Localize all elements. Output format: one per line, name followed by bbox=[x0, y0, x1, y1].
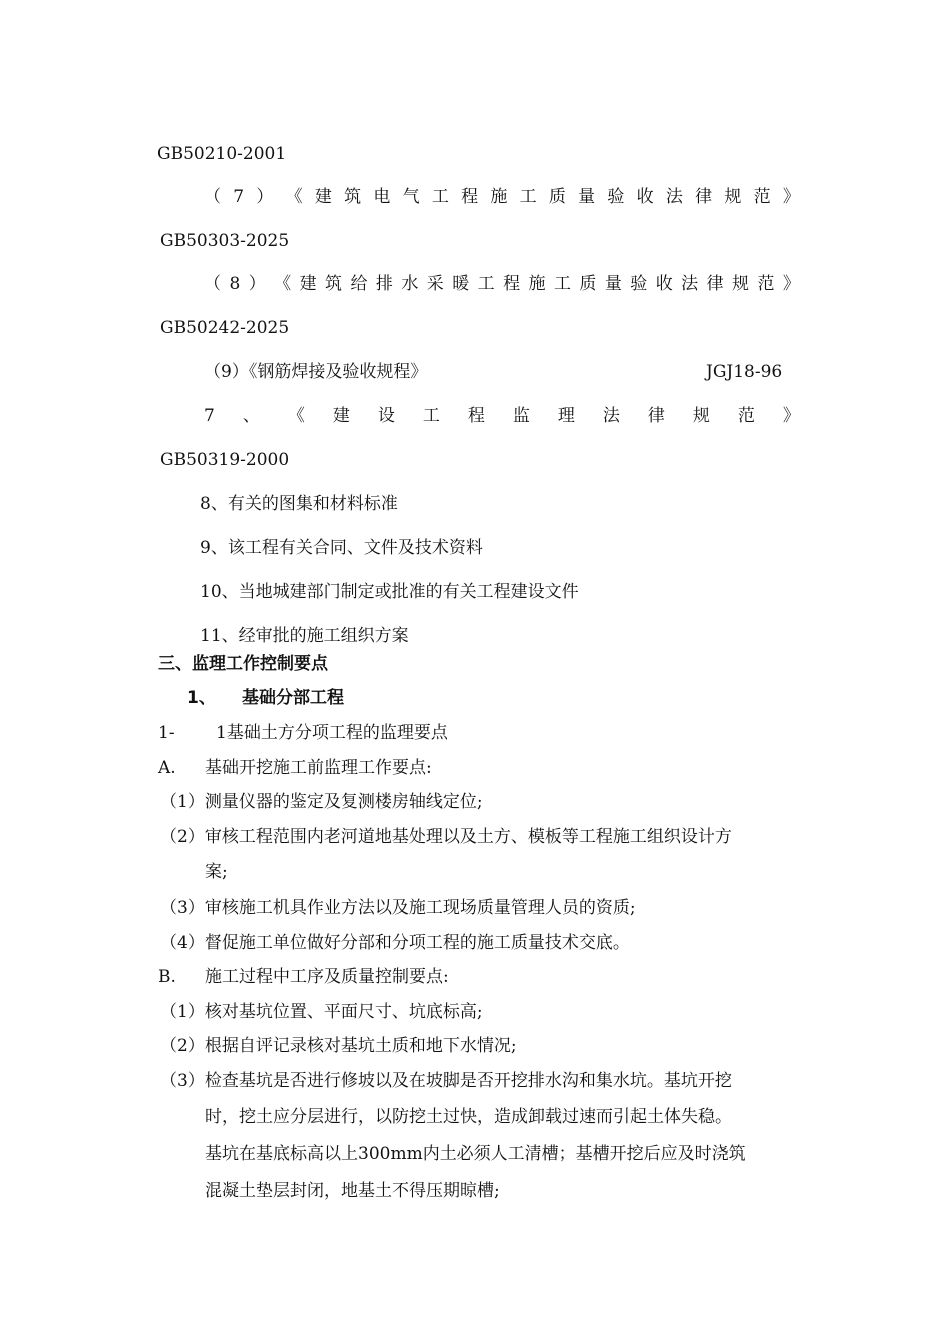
spread-char: 》 bbox=[782, 406, 800, 426]
spread-char: 工 bbox=[422, 406, 440, 426]
spread-line-item-8 bbox=[204, 273, 800, 295]
list-item: 10、当地城建部门制定或批准的有关工程建设文件 bbox=[200, 582, 579, 602]
spread-char: 电 bbox=[373, 187, 391, 207]
list-item: 9、该工程有关合同、文件及技术资料 bbox=[200, 538, 483, 558]
item-letter: B. bbox=[158, 967, 176, 987]
spread-char: 验 bbox=[607, 187, 625, 207]
spread-char: 律 bbox=[647, 406, 665, 426]
spread-char: 规 bbox=[692, 406, 710, 426]
list-item: （1）核对基坑位置、平面尺寸、坑底标高; bbox=[160, 1002, 483, 1022]
list-item-continuation: 时，挖土应分层进行，以防挖土过快，造成卸载过速而引起土体失稳。 bbox=[205, 1107, 732, 1127]
spread-char: 给 bbox=[350, 274, 368, 294]
list-item-9: （9）《钢筋焊接及验收规程》 bbox=[204, 362, 428, 382]
spread-char: 范 bbox=[757, 274, 775, 294]
spread-char: 7 bbox=[204, 406, 215, 426]
subsection-number: 1、 bbox=[187, 688, 216, 708]
list-item: （3）检查基坑是否进行修坡以及在坡脚是否开挖排水沟和集水坑。基坑开挖 bbox=[160, 1071, 732, 1091]
spread-char: ） bbox=[256, 187, 274, 207]
list-item: （1）测量仪器的鉴定及复测楼房轴线定位; bbox=[160, 792, 483, 812]
spread-char: 规 bbox=[732, 274, 750, 294]
spread-char: 量 bbox=[604, 274, 622, 294]
spread-char: 建 bbox=[314, 187, 332, 207]
spread-char: 》 bbox=[782, 274, 800, 294]
spread-char: 收 bbox=[655, 274, 673, 294]
list-item-continuation: 基坑在基底标高以上300mm内土必须人工清槽；基槽开挖后应及时浇筑 bbox=[205, 1144, 746, 1164]
spread-char: 7 bbox=[233, 187, 245, 207]
item-number: 1- bbox=[158, 723, 175, 743]
spread-char: 采 bbox=[426, 274, 444, 294]
list-item-9-code: JGJ18-96 bbox=[706, 362, 783, 382]
list-item: （4）督促施工单位做好分部和分项工程的施工质量技术交底。 bbox=[160, 933, 630, 953]
spread-char: 《 bbox=[274, 274, 292, 294]
spread-char: 工 bbox=[431, 187, 449, 207]
spread-char: 气 bbox=[402, 187, 420, 207]
spread-char: 水 bbox=[401, 274, 419, 294]
spread-char: （ bbox=[204, 187, 221, 207]
std-code-line: GB50210-2001 bbox=[157, 144, 287, 164]
spread-char: 工 bbox=[477, 274, 495, 294]
spread-char: 工 bbox=[553, 274, 571, 294]
spread-char: 质 bbox=[548, 187, 566, 207]
spread-char: 量 bbox=[578, 187, 596, 207]
spread-char: 筑 bbox=[325, 274, 343, 294]
spread-char: 收 bbox=[636, 187, 654, 207]
spread-char: 质 bbox=[579, 274, 597, 294]
spread-char: 施 bbox=[490, 187, 508, 207]
spread-char: 律 bbox=[706, 274, 724, 294]
item-title: 施工过程中工序及质量控制要点: bbox=[205, 967, 449, 987]
list-item-continuation: 案; bbox=[205, 862, 228, 882]
item-title: 基础开挖施工前监理工作要点: bbox=[205, 758, 432, 778]
spread-line-item-7 bbox=[204, 186, 800, 208]
spread-char: 工 bbox=[519, 187, 537, 207]
list-item: （2）审核工程范围内老河道地基处理以及土方、模板等工程施工组织设计方 bbox=[160, 827, 732, 847]
std-code-line: GB50303-2025 bbox=[160, 231, 290, 251]
subsection-heading: 基础分部工程 bbox=[242, 688, 344, 708]
spread-char: 暖 bbox=[452, 274, 470, 294]
spread-char: 设 bbox=[377, 406, 395, 426]
spread-char: 范 bbox=[753, 187, 771, 207]
spread-char: 法 bbox=[681, 274, 699, 294]
spread-char: 程 bbox=[461, 187, 479, 207]
item-title: 1基础土方分项工程的监理要点 bbox=[216, 723, 448, 743]
std-code-line: GB50242-2025 bbox=[160, 318, 290, 338]
spread-char: 程 bbox=[467, 406, 485, 426]
spread-char: 筑 bbox=[344, 187, 362, 207]
list-item: （3）审核施工机具作业方法以及施工现场质量管理人员的资质; bbox=[160, 898, 636, 918]
spread-char: 法 bbox=[602, 406, 620, 426]
list-item: （2）根据自评记录核对基坑土质和地下水情况; bbox=[160, 1036, 517, 1056]
spread-char: 排 bbox=[375, 274, 393, 294]
spread-char: 《 bbox=[285, 187, 303, 207]
spread-char: 律 bbox=[695, 187, 713, 207]
spread-char: 》 bbox=[782, 187, 800, 207]
spread-char: 规 bbox=[724, 187, 742, 207]
spread-char: 建 bbox=[332, 406, 350, 426]
spread-char: 、 bbox=[242, 406, 260, 426]
spread-line-item-7-supervision bbox=[204, 405, 800, 427]
section-heading: 三、监理工作控制要点 bbox=[158, 654, 328, 674]
spread-char: 监 bbox=[512, 406, 530, 426]
item-letter: A. bbox=[158, 758, 176, 778]
spread-char: （ bbox=[204, 274, 221, 294]
spread-char: 范 bbox=[737, 406, 755, 426]
list-item-continuation: 混凝土垫层封闭，地基土不得压期晾槽; bbox=[205, 1181, 500, 1201]
spread-char: ） bbox=[248, 274, 266, 294]
spread-char: 《 bbox=[287, 406, 305, 426]
spread-char: 建 bbox=[299, 274, 317, 294]
spread-char: 验 bbox=[630, 274, 648, 294]
std-code-line: GB50319-2000 bbox=[160, 450, 290, 470]
list-item: 11、经审批的施工组织方案 bbox=[200, 626, 409, 646]
list-item: 8、有关的图集和材料标准 bbox=[200, 494, 398, 514]
spread-char: 程 bbox=[503, 274, 521, 294]
spread-char: 8 bbox=[229, 274, 241, 294]
spread-char: 施 bbox=[528, 274, 546, 294]
spread-char: 法 bbox=[665, 187, 683, 207]
spread-char: 理 bbox=[557, 406, 575, 426]
